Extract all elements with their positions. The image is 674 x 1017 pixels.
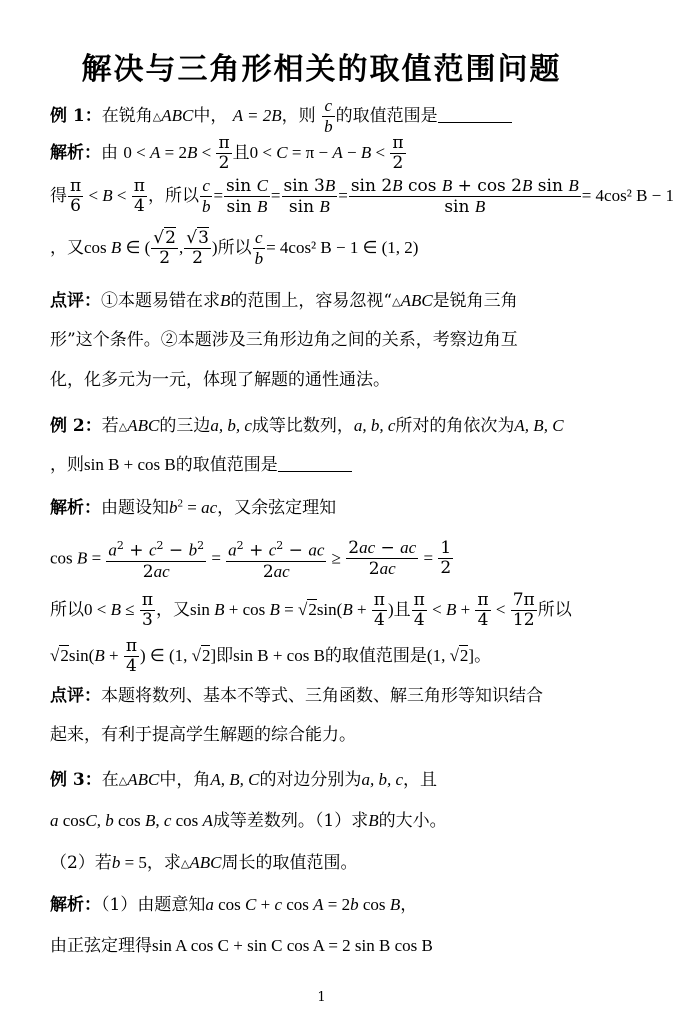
ex2-solution-line1: 解析：由题设知$b^2$ = ac，又余弦定理知 [50,497,337,518]
ex3-solution-line2: 由正弦定理得sin A cos C + sin C cos A = 2 sin B cos B [50,936,433,956]
ex2-solution-line2: cos B = $\frac{a^2 + c^2 - b^2}{2ac}$ = $\frac{a^2 + c^2 - ac}{2ac}$ ≥ $\frac{2ac - ac}{2ac}$ = $\frac{1}{2}$ [50,536,454,582]
ex2-solution-line4: √2sin(B + $\frac{\pi}{4}$ ) ∈ (1, √2]即sin B + cos B的取值范围是(1, √2]。 [50,636,492,676]
page-number: 1 [317,990,326,1005]
ex3-solution-line1: 解析：（1）由题意知a cos C + c cos A = 2b cos B， [50,895,418,915]
ex1-question: 例 1：在锐角△ABC中， A = 2B，则 $\frac{c}{b}$ 的取值范围是 [50,96,512,137]
ex3-question-line3: （2）若b = 5，求△ABC周长的取值范围。 [50,853,358,873]
ex1-solution-line1: 解析：由 0 < A = 2B < $\frac{\pi}{2}$ 且0 < C = π − A − B < $\frac{\pi}{2}$ [50,133,404,173]
answer-blank [278,457,352,472]
answer-blank [438,108,512,123]
ex2-solution-line3: 所以0 < B ≤ $\frac{\pi}{3}$ ，又sin B + cos B = √2sin(B + $\frac{\pi}{4}$ )且 $\frac{\pi}{4}$ < B + $\frac{\pi}{4}$ < $\frac{7\pi}{12}$ 所以 [50,590,572,630]
ex2-question-line1: 例 2：若△ABC的三边a, b, c成等比数列，a, b, c所对的角依次为A, B, C [50,416,564,436]
ex2-comment-line2: 起来，有利于提高学生解题的综合能力。 [50,725,356,745]
ex1-solution-line2: 得 $\frac{\pi}{6}$ < B < $\frac{\pi}{4}$ ，所以 $\frac{c}{b}$ = $\frac{\text{sin C}}{\text{sin B}}$ = $\frac{\sin 3B}{\text{sin B}}$ = $\frac{\text{sin 2B cos B + cos 2B sin B}}{\text{sin B}}$ = 4cos² B − 1 [50,176,674,217]
ex2-question-line2: ，则sin B + cos B的取值范围是 [50,450,352,475]
ex2-comment-line1: 点评：本题将数列、基本不等式、三角函数、解三角形等知识结合 [50,686,543,706]
ex3-question-line1: 例 3：在△ABC中，角A, B, C的对边分别为a, b, c，且 [50,770,437,790]
ex3-question-line2: a cosC, b cos B, c cos A成等差数列。（1）求B的大小。 [50,811,447,831]
ex1-solution-line3: ，又cos B ∈ ( $\frac{√2}{2}$ , $\frac{√3}{2}$ )所以 $\frac{c}{b}$ = 4cos² B − 1 ∈ (1, 2) [50,228,419,268]
ex1-comment-line2: 形”这个条件。②本题涉及三角形边角之间的关系，考察边角互 [50,330,518,350]
page-title: 解决与三角形相关的取值范围问题 [81,52,562,87]
ex1-comment-line3: 化，化多元为一元，体现了解题的通性通法。 [50,370,390,390]
ex1-comment-line1: 点评：①本题易错在求B的范围上，容易忽视“△ABC是锐角三角 [50,291,518,311]
